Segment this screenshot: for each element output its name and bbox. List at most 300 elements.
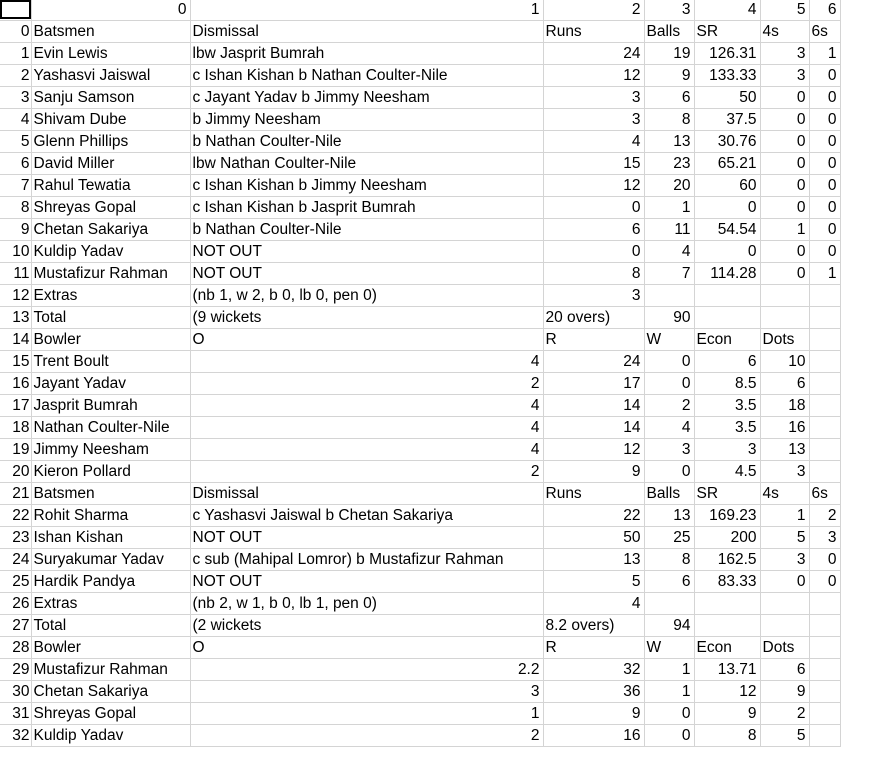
table-cell[interactable]: Rohit Sharma [31, 505, 190, 527]
table-cell[interactable]: 12 [543, 175, 644, 197]
table-cell[interactable]: 13 [543, 549, 644, 571]
table-row [0, 109, 840, 131]
table-cell[interactable]: 13 [644, 131, 694, 153]
table-cell[interactable]: Kuldip Yadav [31, 725, 190, 747]
row-index[interactable]: 23 [0, 527, 31, 549]
table-cell[interactable]: 6 [644, 571, 694, 593]
table-row [0, 285, 840, 307]
table-cell[interactable]: 0 [760, 153, 809, 175]
table-cell[interactable]: c Jayant Yadav b Jimmy Neesham [190, 87, 543, 109]
table-row [0, 725, 840, 747]
table-cell[interactable]: 9 [543, 461, 644, 483]
table-cell[interactable]: 3 [760, 43, 809, 65]
table-cell[interactable]: 3 [543, 285, 644, 307]
table-cell[interactable]: 7 [644, 263, 694, 285]
table-cell[interactable]: Total [31, 307, 190, 329]
table-cell[interactable]: 22 [543, 505, 644, 527]
table-cell[interactable]: Ishan Kishan [31, 527, 190, 549]
table-row [0, 483, 840, 505]
table-cell[interactable]: Shreyas Gopal [31, 703, 190, 725]
table-cell[interactable]: b Nathan Coulter-Nile [190, 131, 543, 153]
table-cell[interactable]: 54.54 [694, 219, 760, 241]
row-index[interactable]: 17 [0, 395, 31, 417]
row-index[interactable]: 0 [0, 21, 31, 43]
table-cell[interactable]: 1 [760, 219, 809, 241]
table-cell[interactable]: 4 [190, 439, 543, 461]
table-cell[interactable]: Kuldip Yadav [31, 241, 190, 263]
table-cell[interactable]: 3 [644, 439, 694, 461]
table-cell[interactable]: 8 [644, 109, 694, 131]
table-cell[interactable]: (2 wickets [190, 615, 543, 637]
table-row [0, 659, 840, 681]
table-cell[interactable]: 0 [809, 549, 840, 571]
table-cell[interactable]: 5 [760, 725, 809, 747]
table-cell[interactable]: Batsmen [31, 483, 190, 505]
table-cell[interactable]: 169.23 [694, 505, 760, 527]
table-cell[interactable]: 36 [543, 681, 644, 703]
row-index[interactable]: 1 [0, 43, 31, 65]
row-index[interactable]: 19 [0, 439, 31, 461]
table-cell[interactable]: lbw Nathan Coulter-Nile [190, 153, 543, 175]
column-header-4[interactable]: 4 [694, 0, 760, 21]
table-cell[interactable]: O [190, 637, 543, 659]
table-cell[interactable]: 17 [543, 373, 644, 395]
table-cell[interactable] [809, 417, 840, 439]
table-cell[interactable]: 0 [644, 373, 694, 395]
table-cell[interactable]: 2 [809, 505, 840, 527]
table-row [0, 65, 840, 87]
table-cell[interactable]: 0 [760, 175, 809, 197]
table-cell[interactable]: 9 [760, 681, 809, 703]
table-cell[interactable]: 4 [644, 241, 694, 263]
table-cell[interactable]: 1 [809, 263, 840, 285]
table-cell[interactable] [809, 659, 840, 681]
table-cell[interactable]: 3 [694, 439, 760, 461]
table-cell[interactable]: 1 [644, 659, 694, 681]
table-cell[interactable]: 0 [543, 241, 644, 263]
table-cell[interactable]: 0 [694, 241, 760, 263]
table-cell[interactable]: 3.5 [694, 395, 760, 417]
table-cell[interactable]: 37.5 [694, 109, 760, 131]
table-row [0, 703, 840, 725]
row-index[interactable]: 15 [0, 351, 31, 373]
table-cell[interactable]: 16 [543, 725, 644, 747]
table-cell[interactable]: 13 [644, 505, 694, 527]
table-cell[interactable] [809, 307, 840, 329]
table-cell[interactable]: 8.2 overs) [543, 615, 644, 637]
table-cell[interactable]: 8 [694, 725, 760, 747]
table-cell[interactable] [809, 373, 840, 395]
table-cell[interactable]: 1 [809, 43, 840, 65]
table-cell[interactable]: Mustafizur Rahman [31, 263, 190, 285]
row-index[interactable]: 2 [0, 65, 31, 87]
table-cell[interactable]: 3 [809, 527, 840, 549]
table-cell[interactable]: 0 [644, 351, 694, 373]
table-cell[interactable]: 2 [190, 461, 543, 483]
table-row [0, 439, 840, 461]
table-cell[interactable]: 200 [694, 527, 760, 549]
table-cell[interactable]: 1 [644, 681, 694, 703]
table-cell[interactable]: W [644, 637, 694, 659]
row-index[interactable]: 13 [0, 307, 31, 329]
table-cell[interactable]: W [644, 329, 694, 351]
table-cell[interactable]: NOT OUT [190, 571, 543, 593]
row-index[interactable]: 6 [0, 153, 31, 175]
column-header-3[interactable]: 3 [644, 0, 694, 21]
table-cell[interactable]: 0 [809, 65, 840, 87]
table-cell[interactable] [644, 593, 694, 615]
table-cell[interactable]: 14 [543, 417, 644, 439]
table-cell[interactable]: 15 [543, 153, 644, 175]
table-cell[interactable]: R [543, 637, 644, 659]
table-cell[interactable] [809, 329, 840, 351]
table-cell[interactable]: Trent Boult [31, 351, 190, 373]
row-index[interactable]: 26 [0, 593, 31, 615]
table-cell[interactable]: NOT OUT [190, 527, 543, 549]
table-row [0, 219, 840, 241]
table-row [0, 21, 840, 43]
table-row [0, 417, 840, 439]
table-cell[interactable]: 6 [543, 219, 644, 241]
table-cell[interactable]: 5 [760, 527, 809, 549]
table-cell[interactable]: 2 [190, 373, 543, 395]
row-index[interactable]: 5 [0, 131, 31, 153]
table-row [0, 681, 840, 703]
table-cell[interactable] [809, 725, 840, 747]
table-cell[interactable]: Jayant Yadav [31, 373, 190, 395]
table-cell[interactable]: Jasprit Bumrah [31, 395, 190, 417]
table-cell[interactable] [809, 703, 840, 725]
table-cell[interactable] [760, 615, 809, 637]
table-cell[interactable]: Extras [31, 285, 190, 307]
table-cell[interactable]: c sub (Mahipal Lomror) b Mustafizur Rahman [190, 549, 543, 571]
table-cell[interactable] [809, 637, 840, 659]
table-cell[interactable]: 0 [760, 109, 809, 131]
row-index[interactable]: 31 [0, 703, 31, 725]
table-cell[interactable] [760, 593, 809, 615]
table-cell[interactable]: c Ishan Kishan b Nathan Coulter-Nile [190, 65, 543, 87]
row-index[interactable]: 14 [0, 329, 31, 351]
table-cell[interactable]: Mustafizur Rahman [31, 659, 190, 681]
table-cell[interactable]: 4s [760, 21, 809, 43]
table-cell[interactable]: Nathan Coulter-Nile [31, 417, 190, 439]
row-index[interactable]: 21 [0, 483, 31, 505]
table-cell[interactable]: 0 [644, 725, 694, 747]
column-header-1[interactable]: 1 [190, 0, 543, 21]
table-cell[interactable]: Jimmy Neesham [31, 439, 190, 461]
table-cell[interactable]: 60 [694, 175, 760, 197]
table-cell[interactable]: 0 [760, 241, 809, 263]
row-index[interactable]: 25 [0, 571, 31, 593]
table-cell[interactable]: 25 [644, 527, 694, 549]
column-header-5[interactable]: 5 [760, 0, 809, 21]
row-index[interactable]: 18 [0, 417, 31, 439]
table-cell[interactable]: 8.5 [694, 373, 760, 395]
table-cell[interactable]: 20 overs) [543, 307, 644, 329]
table-row [0, 637, 840, 659]
table-row [0, 593, 840, 615]
table-cell[interactable]: 3.5 [694, 417, 760, 439]
table-cell[interactable]: Econ [694, 637, 760, 659]
table-cell[interactable] [809, 285, 840, 307]
table-cell[interactable]: 24 [543, 351, 644, 373]
table-cell[interactable]: 19 [644, 43, 694, 65]
table-cell[interactable]: 114.28 [694, 263, 760, 285]
table-cell[interactable]: 0 [760, 571, 809, 593]
table-cell[interactable]: b Jimmy Neesham [190, 109, 543, 131]
table-cell[interactable]: 8 [543, 263, 644, 285]
table-cell[interactable]: SR [694, 21, 760, 43]
table-cell[interactable]: Rahul Tewatia [31, 175, 190, 197]
table-cell[interactable]: Dismissal [190, 483, 543, 505]
table-cell[interactable]: (nb 1, w 2, b 0, lb 0, pen 0) [190, 285, 543, 307]
table-cell[interactable]: 162.5 [694, 549, 760, 571]
table-cell[interactable]: 0 [644, 703, 694, 725]
table-cell[interactable]: 0 [809, 109, 840, 131]
table-cell[interactable]: 14 [543, 395, 644, 417]
table-row [0, 43, 840, 65]
table-cell[interactable]: 12 [543, 439, 644, 461]
row-index[interactable]: 4 [0, 109, 31, 131]
table-row [0, 197, 840, 219]
table-cell[interactable]: 0 [543, 197, 644, 219]
table-cell[interactable]: Shivam Dube [31, 109, 190, 131]
table-cell[interactable]: 126.31 [694, 43, 760, 65]
table-row [0, 263, 840, 285]
table-cell[interactable]: 9 [543, 703, 644, 725]
table-cell[interactable]: 8 [644, 549, 694, 571]
table-cell[interactable]: 32 [543, 659, 644, 681]
table-cell[interactable]: Balls [644, 483, 694, 505]
table-cell[interactable]: 50 [543, 527, 644, 549]
table-cell[interactable]: 2.2 [190, 659, 543, 681]
table-row [0, 527, 840, 549]
table-cell[interactable]: Runs [543, 21, 644, 43]
table-cell[interactable] [809, 439, 840, 461]
table-cell[interactable]: 0 [809, 153, 840, 175]
column-header-0[interactable]: 0 [31, 0, 190, 21]
table-cell[interactable] [809, 681, 840, 703]
table-cell[interactable]: 4.5 [694, 461, 760, 483]
column-header-row [0, 0, 840, 21]
table-cell[interactable] [809, 461, 840, 483]
table-cell[interactable]: Balls [644, 21, 694, 43]
table-cell[interactable]: (nb 2, w 1, b 0, lb 1, pen 0) [190, 593, 543, 615]
table-cell[interactable]: 3 [543, 109, 644, 131]
table-cell[interactable] [644, 285, 694, 307]
table-cell[interactable]: NOT OUT [190, 263, 543, 285]
table-cell[interactable]: 4 [190, 351, 543, 373]
table-cell[interactable]: 3 [190, 681, 543, 703]
table-cell[interactable]: 90 [644, 307, 694, 329]
table-cell[interactable]: 6 [644, 87, 694, 109]
table-cell[interactable]: Kieron Pollard [31, 461, 190, 483]
table-cell[interactable]: R [543, 329, 644, 351]
table-cell[interactable]: Chetan Sakariya [31, 219, 190, 241]
table-cell[interactable]: 0 [760, 131, 809, 153]
row-index[interactable]: 9 [0, 219, 31, 241]
table-cell[interactable]: 65.21 [694, 153, 760, 175]
table-cell[interactable]: 18 [760, 395, 809, 417]
table-cell[interactable]: Dots [760, 329, 809, 351]
table-cell[interactable] [694, 593, 760, 615]
row-index[interactable]: 28 [0, 637, 31, 659]
row-index[interactable]: 30 [0, 681, 31, 703]
table-cell[interactable]: 6s [809, 483, 840, 505]
table-cell[interactable]: Econ [694, 329, 760, 351]
table-row [0, 505, 840, 527]
table-cell[interactable]: 1 [760, 505, 809, 527]
table-cell[interactable]: 83.33 [694, 571, 760, 593]
table-cell[interactable]: 0 [760, 263, 809, 285]
table-cell[interactable]: 0 [694, 197, 760, 219]
table-cell[interactable] [809, 395, 840, 417]
table-cell[interactable]: 2 [190, 725, 543, 747]
row-index[interactable]: 20 [0, 461, 31, 483]
table-cell[interactable]: 12 [694, 681, 760, 703]
table-row [0, 571, 840, 593]
table-cell[interactable]: 30.76 [694, 131, 760, 153]
table-cell[interactable]: Sanju Samson [31, 87, 190, 109]
table-cell[interactable]: c Ishan Kishan b Jimmy Neesham [190, 175, 543, 197]
table-cell[interactable]: c Ishan Kishan b Jasprit Bumrah [190, 197, 543, 219]
row-index[interactable]: 16 [0, 373, 31, 395]
table-cell[interactable]: Bowler [31, 637, 190, 659]
table-cell[interactable]: Runs [543, 483, 644, 505]
table-cell[interactable]: 20 [644, 175, 694, 197]
table-cell[interactable]: 4 [543, 131, 644, 153]
table-cell[interactable]: Shreyas Gopal [31, 197, 190, 219]
table-cell[interactable]: 0 [809, 219, 840, 241]
row-index[interactable]: 32 [0, 725, 31, 747]
table-cell[interactable]: 24 [543, 43, 644, 65]
table-cell[interactable]: 0 [809, 241, 840, 263]
column-header-2[interactable]: 2 [543, 0, 644, 21]
column-header-6[interactable]: 6 [809, 0, 840, 21]
table-cell[interactable]: b Nathan Coulter-Nile [190, 219, 543, 241]
table-cell[interactable]: 2 [644, 395, 694, 417]
table-cell[interactable] [760, 285, 809, 307]
table-cell[interactable]: 1 [190, 703, 543, 725]
table-cell[interactable]: 13.71 [694, 659, 760, 681]
corner-cell[interactable] [0, 0, 31, 21]
row-index[interactable]: 27 [0, 615, 31, 637]
table-row [0, 307, 840, 329]
table-cell[interactable]: 13 [760, 439, 809, 461]
row-index[interactable]: 24 [0, 549, 31, 571]
table-cell[interactable]: 94 [644, 615, 694, 637]
table-cell[interactable]: 133.33 [694, 65, 760, 87]
table-cell[interactable]: David Miller [31, 153, 190, 175]
table-cell[interactable]: Glenn Phillips [31, 131, 190, 153]
table-cell[interactable] [694, 307, 760, 329]
row-index[interactable]: 12 [0, 285, 31, 307]
table-cell[interactable]: 0 [644, 461, 694, 483]
table-cell[interactable] [694, 615, 760, 637]
table-cell[interactable]: 2 [760, 703, 809, 725]
table-cell[interactable]: 4s [760, 483, 809, 505]
table-cell[interactable]: 1 [644, 197, 694, 219]
table-cell[interactable]: 0 [809, 175, 840, 197]
table-cell[interactable]: Batsmen [31, 21, 190, 43]
table-cell[interactable]: 4 [644, 417, 694, 439]
table-row [0, 241, 840, 263]
table-cell[interactable]: Dots [760, 637, 809, 659]
table-cell[interactable] [809, 593, 840, 615]
table-cell[interactable]: 0 [760, 197, 809, 219]
table-cell[interactable]: 3 [543, 87, 644, 109]
table-cell[interactable]: 23 [644, 153, 694, 175]
table-cell[interactable]: 50 [694, 87, 760, 109]
table-cell[interactable]: Bowler [31, 329, 190, 351]
table-cell[interactable] [760, 307, 809, 329]
row-index[interactable]: 10 [0, 241, 31, 263]
table-cell[interactable]: 0 [809, 87, 840, 109]
table-row [0, 395, 840, 417]
table-cell[interactable]: 0 [809, 131, 840, 153]
table-cell[interactable]: 12 [543, 65, 644, 87]
table-cell[interactable] [809, 351, 840, 373]
table-cell[interactable]: 0 [809, 197, 840, 219]
table-row [0, 131, 840, 153]
table-cell[interactable]: Dismissal [190, 21, 543, 43]
table-cell[interactable]: 4 [190, 417, 543, 439]
table-cell[interactable]: 6s [809, 21, 840, 43]
table-row [0, 153, 840, 175]
table-cell[interactable]: Extras [31, 593, 190, 615]
table-cell[interactable]: lbw Jasprit Bumrah [190, 43, 543, 65]
row-index[interactable]: 29 [0, 659, 31, 681]
table-cell[interactable]: 3 [760, 549, 809, 571]
table-cell[interactable]: 6 [760, 373, 809, 395]
table-cell[interactable]: 11 [644, 219, 694, 241]
table-cell[interactable]: NOT OUT [190, 241, 543, 263]
table-cell[interactable]: c Yashasvi Jaiswal b Chetan Sakariya [190, 505, 543, 527]
table-cell[interactable]: 6 [694, 351, 760, 373]
table-cell[interactable] [809, 615, 840, 637]
table-cell[interactable]: 10 [760, 351, 809, 373]
row-index[interactable]: 3 [0, 87, 31, 109]
table-cell[interactable]: 9 [694, 703, 760, 725]
table-cell[interactable]: Suryakumar Yadav [31, 549, 190, 571]
table-cell[interactable]: Yashasvi Jaiswal [31, 65, 190, 87]
table-cell[interactable]: 0 [760, 87, 809, 109]
table-cell[interactable]: Evin Lewis [31, 43, 190, 65]
table-cell[interactable]: 0 [809, 571, 840, 593]
table-cell[interactable]: (9 wickets [190, 307, 543, 329]
row-index[interactable]: 22 [0, 505, 31, 527]
table-cell[interactable]: 3 [760, 65, 809, 87]
row-index[interactable]: 7 [0, 175, 31, 197]
table-cell[interactable]: 4 [543, 593, 644, 615]
table-cell[interactable]: 16 [760, 417, 809, 439]
table-cell[interactable]: SR [694, 483, 760, 505]
table-cell[interactable]: Hardik Pandya [31, 571, 190, 593]
table-cell[interactable]: Total [31, 615, 190, 637]
table-row [0, 351, 840, 373]
table-cell[interactable]: O [190, 329, 543, 351]
row-index[interactable]: 11 [0, 263, 31, 285]
table-cell[interactable]: 5 [543, 571, 644, 593]
table-cell[interactable]: Chetan Sakariya [31, 681, 190, 703]
table-row [0, 549, 840, 571]
table-cell[interactable]: 4 [190, 395, 543, 417]
table-cell[interactable]: 9 [644, 65, 694, 87]
table-cell[interactable]: 3 [760, 461, 809, 483]
table-cell[interactable]: 6 [760, 659, 809, 681]
table-cell[interactable] [694, 285, 760, 307]
row-index[interactable]: 8 [0, 197, 31, 219]
